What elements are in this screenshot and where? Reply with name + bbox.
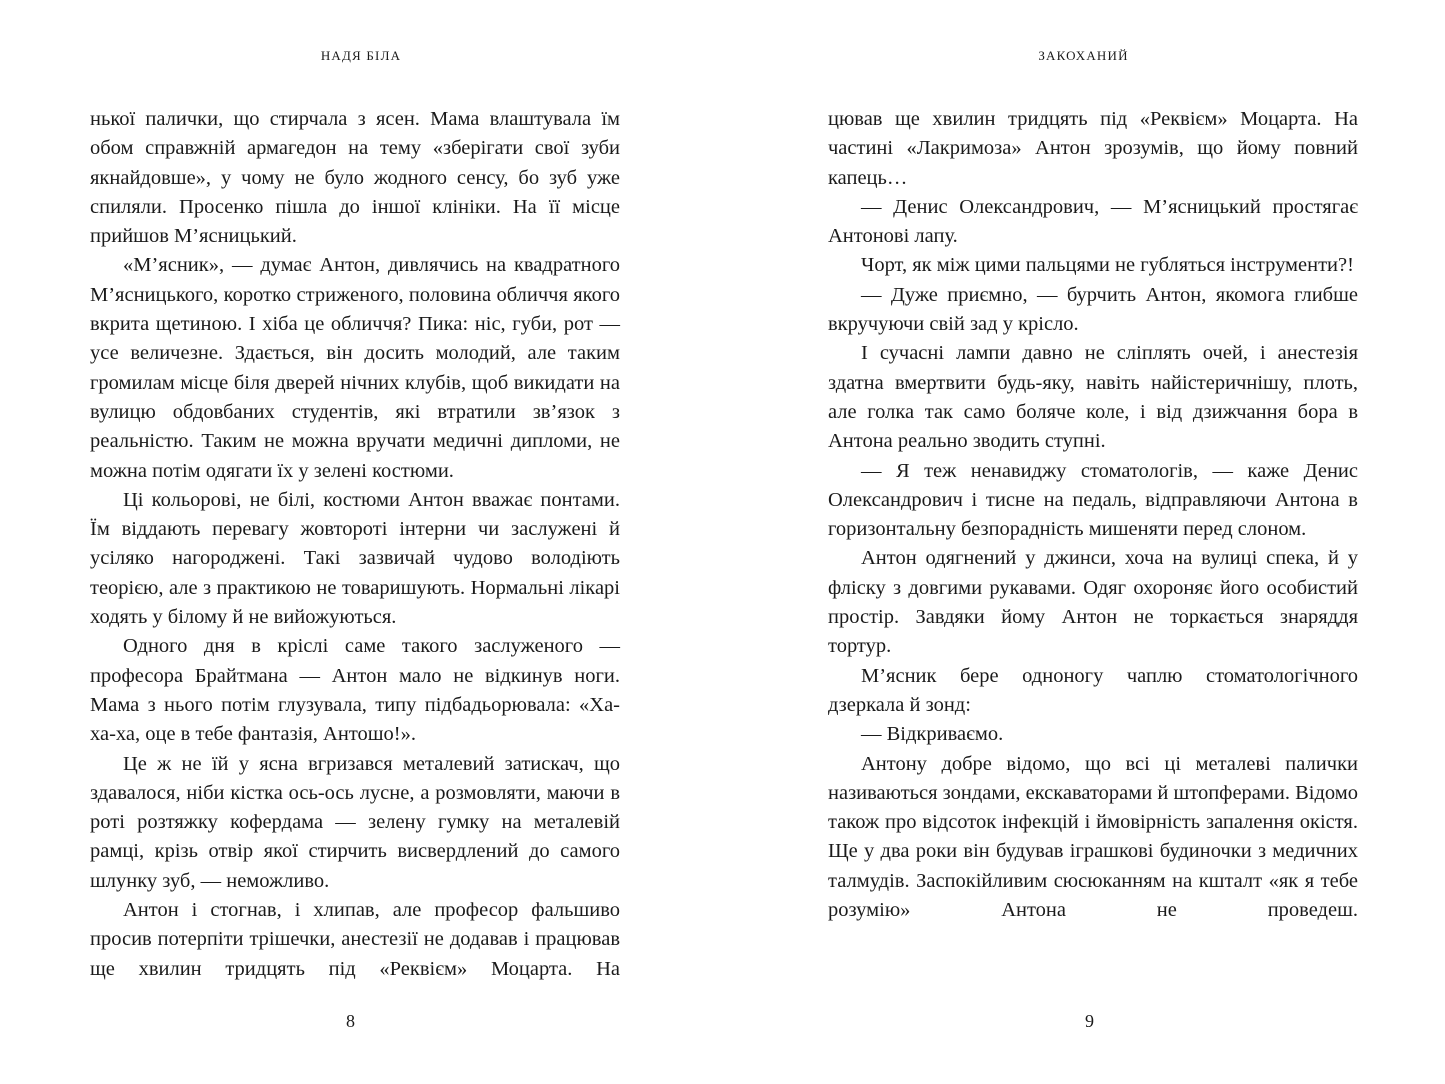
paragraph: Чорт, як між цими пальцями не губляться інструменти?! [861,254,1354,277]
paragraph: Антон і стогнав, і хлипав, але професор фальшиво просив потерпіти трішечки, анестезії не додавав і працював ще хвилин тридцять під «Реквієм» Моцарта. На [90,899,620,980]
paragraph: цював ще хвилин тридцять під «Реквієм» Моцарта. На частині «Лакримоза» Антон зрозумів, що йому повний капець… [828,108,1358,189]
left-page-text [90,105,620,984]
right-page [722,0,1445,1084]
paragraph: Антону добре відомо, що всі ці металеві палички називаються зондами, екскаваторами й штопферами. Відомо також про відсоток інфекцій і ймовірність запалення окістя. Ще у два роки він будував іграшкові будиночки з медичних талмудів. Заспокійливим сюсюканням на кшталт «як я тебе розумію» Антона не проведеш. [828,752,1358,922]
paragraph: — Я теж ненавиджу стоматологів, — каже Денис Олександрович і тисне на педаль, відправляючи Антона в горизонтальну безпорадність мишеняти перед слоном. [828,459,1358,541]
paragraph: — Дуже приємно, — бурчить Антон, якомога глибше вкручуючи свій зад у крісло. [828,283,1358,336]
page-number: 9 [1085,1011,1094,1031]
page-number: 8 [346,1011,355,1031]
right-page-text [828,105,1358,925]
paragraph: Це ж не їй у ясна вгризався металевий затискач, що здавалося, ніби кістка ось-ось лусне, а розмовляти, маючи в роті розтяжку кофердама — зелену гумку на металевій рамці, крізь отвір якої стирчить висвердлений до самого шлунку зуб, — неможливо. [90,752,620,892]
paragraph: — Відкриваємо. [861,723,1004,746]
paragraph: М’ясник бере одноногу чаплю стоматологічного дзеркала й зонд: [828,664,1358,716]
paragraph: — Денис Олександрович, — М’ясницький простягає Антонові лапу. [828,195,1358,248]
paragraph: Ці кольорові, не білі, костюми Антон вважає понтами. Їм віддають перевагу жовтороті інтерни чи заслужені й усіляко нагороджені. Такі зазвичай чудово володіють теорією, але з практикою не товаришують. Нормальні лікарі ходять у білому й не вийожуються. [90,488,620,629]
running-head-title: ЗАКОХАНИЙ [1038,48,1129,63]
paragraph: Антон одягнений у джинси, хоча на вулиці спека, й у фліску з довгими рукавами. Одяг охороняє його особистий простір. Завдяки йому Антон не торкається знаряддя тортур. [828,547,1358,658]
paragraph: нької палички, що стирчала з ясен. Мама влаштувала їм обом справжній армагедон на тему «зберігати свої зуби якнайдовше», у чому не було жодного сенсу, бо зуб уже спиляли. Просенко пішла до іншої клініки. На її місце прийшов М’ясницький. [90,108,620,248]
left-page [0,0,722,1084]
running-head-author: НАДЯ БІЛА [320,48,402,63]
paragraph: Одного дня в кріслі саме такого заслуженого — професора Брайтмана — Антон мало не відкинув ноги. Мама з нього потім глузувала, типу підбадьорювала: «Ха-ха-ха, оце в тебе фантазія, Антошо!». [90,635,620,746]
paragraph: «М’ясник», — думає Антон, дивлячись на квадратного М’ясницького, коротко стриженого, половина обличчя якого вкрита щетиною. І хіба це обличчя? Пика: ніс, губи, рот — усе величезне. Здається, він досить молодий, але таким громилам місце біля дверей нічних клубів, щоб викидати на вулицю обдовбаних студентів, які втратили зв’язок з реальністю. Таким не можна вручати медичні дипломи, не можна потім одягати їх у зелені костюми. [90,254,620,482]
paragraph: І сучасні лампи давно не сліплять очей, і анестезія здатна вмертвити будь-яку, навіть найістеричнішу, плоть, але голка так само боляче коле, і від дзижчання бора в Антона реально зводить ступні. [828,342,1358,453]
